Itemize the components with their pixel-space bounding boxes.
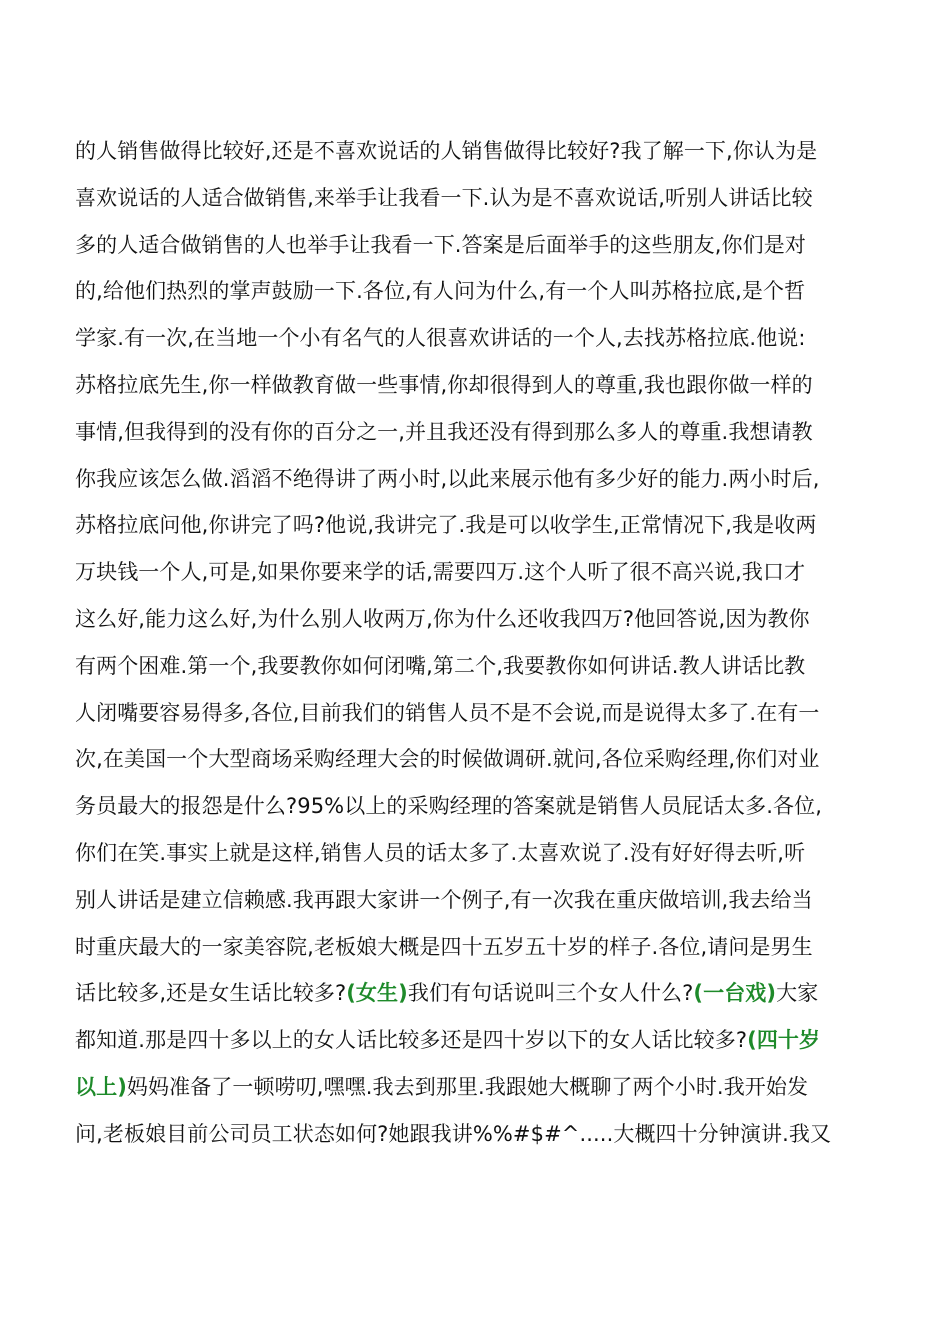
text-segment: 大家 [776,981,819,1006]
text-segment: 万块钱一个人,可是,如果你要来学的话,需要四万.这个人听了很不高兴说,我口才 [75,560,806,585]
highlighted-response: 以上) [75,1074,127,1099]
text-line [75,690,865,737]
text-line [75,1111,865,1158]
text-segment: 你我应该怎么做.滔滔不绝得讲了两小时,以此来展示他有多少好的能力.两小时后, [75,466,820,491]
text-segment: 有两个困难.第一个,我要教你如何闭嘴,第二个,我要教你如何讲话.教人讲话比教 [75,653,806,678]
text-segment: 次,在美国一个大型商场采购经理大会的时候做调研.就问,各位采购经理,你们对业 [75,747,820,772]
highlighted-response: (女生) [346,981,408,1006]
text-segment: 苏格拉底先生,你一样做教育做一些事情,你却很得到人的尊重,我也跟你做一样的 [75,372,813,397]
text-segment: 别人讲话是建立信赖感.我再跟大家讲一个例子,有一次我在重庆做培训,我去给当 [75,887,813,912]
text-segment: 苏格拉底问他,你讲完了吗?他说,我讲完了.我是可以收学生,正常情况下,我是收两 [75,513,817,538]
text-line [75,924,865,971]
text-line [75,268,865,315]
highlighted-response: (四十岁 [747,1028,821,1053]
text-segment: 时重庆最大的一家美容院,老板娘大概是四十五岁五十岁的样子.各位,请问是男生 [75,934,813,959]
text-line [75,315,865,362]
text-line [75,222,865,269]
text-line [75,409,865,456]
text-line [75,596,865,643]
text-line [75,783,865,830]
text-line [75,502,865,549]
text-segment: 这么好,能力这么好,为什么别人收两万,你为什么还收我四万?他回答说,因为教你 [75,606,810,631]
text-segment: 学家.有一次,在当地一个小有名气的人很喜欢讲话的一个人,去找苏格拉底.他说: [75,326,806,351]
text-segment: 务员最大的报怨是什么?95%以上的采购经理的答案就是销售人员屁话太多.各位, [75,794,822,819]
text-segment: 我们有句话说叫三个女人什么? [407,981,694,1006]
text-line [75,128,865,175]
text-line [75,970,865,1017]
text-segment: 的人销售做得比较好,还是不喜欢说话的人销售做得比较好?我了解一下,你认为是 [75,139,818,163]
text-line [75,877,865,924]
text-segment: 问,老板娘目前公司员工状态如何?她跟我讲%%#$#^.....大概四十分钟演讲.我又 [75,1121,832,1146]
text-line [75,1064,865,1111]
text-segment: 都知道.那是四十多以上的女人话比较多还是四十岁以下的女人话比较多? [75,1028,748,1053]
body-text [75,128,865,1158]
text-line [75,456,865,503]
text-line [75,736,865,783]
highlighted-response: (一台戏) [693,981,777,1006]
text-segment: 事情,但我得到的没有你的百分之一,并且我还没有得到那么多人的尊重.我想请教 [75,419,813,444]
text-line [75,1017,865,1064]
text-line [75,643,865,690]
text-line [75,549,865,596]
text-line [75,362,865,409]
text-line [75,830,865,877]
text-segment: 妈妈准备了一顿唠叨,嘿嘿.我去到那里.我跟她大概聊了两个小时.我开始发 [126,1074,809,1099]
text-segment: 喜欢说话的人适合做销售,来举手让我看一下.认为是不喜欢说话,听别人讲话比较 [75,185,813,210]
text-segment: 话比较多,还是女生话比较多? [75,981,347,1006]
text-segment: 你们在笑.事实上就是这样,销售人员的话太多了.太喜欢说了.没有好好得去听,听 [75,840,806,865]
text-line [75,175,865,222]
text-segment: 人闭嘴要容易得多,各位,目前我们的销售人员不是不会说,而是说得太多了.在有一 [75,700,820,725]
text-segment: 多的人适合做销售的人也举手让我看一下.答案是后面举手的这些朋友,你们是对 [75,232,806,257]
text-segment: 的,给他们热烈的掌声鼓励一下.各位,有人问为什么,有一个人叫苏格拉底,是个哲 [75,279,806,304]
